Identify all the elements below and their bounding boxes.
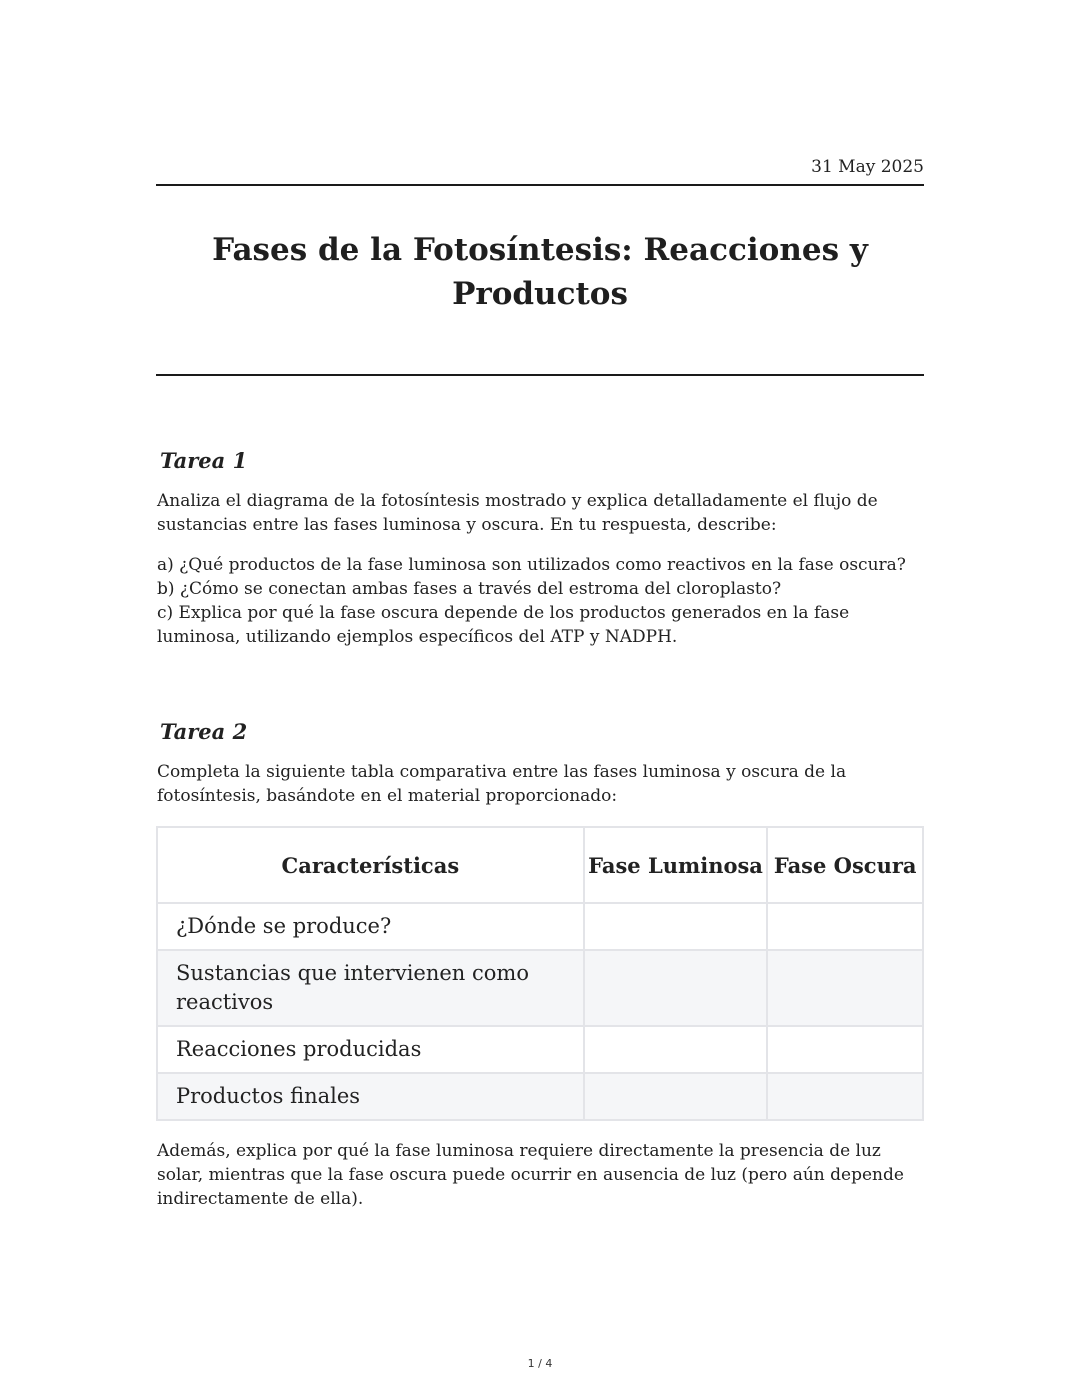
- row-label: Productos finales: [157, 1073, 584, 1120]
- question-b: b) ¿Cómo se conectan ambas fases a través del estroma del cloroplasto?: [157, 579, 782, 599]
- task-2-closing: Además, explica por qué la fase luminosa requiere directamente la presencia de luz solar, mientras que la fase oscura puede ocurrir en ausencia de luz (pero aún depende indirectamente de ella).: [157, 1141, 904, 1209]
- dark-phase-cell[interactable]: [767, 1073, 923, 1120]
- table-header-row: [157, 827, 923, 903]
- task-2-heading: Tarea 2: [160, 719, 248, 744]
- row-label: ¿Dónde se produce?: [157, 903, 584, 950]
- dark-phase-cell[interactable]: [767, 903, 923, 950]
- comparison-table: [156, 826, 924, 1121]
- row-label: Sustancias que intervienen como reactivos: [157, 950, 584, 1026]
- header-characteristics: Características: [157, 827, 584, 903]
- table-row: [157, 1026, 923, 1073]
- page-number: 1 / 4: [527, 1357, 553, 1370]
- task-1-questions: [157, 553, 927, 649]
- table-row: [157, 1073, 923, 1120]
- task-2-intro: Completa la siguiente tabla comparativa entre las fases luminosa y oscura de la fotosíntesis, basándote en el material proporcionado:: [157, 762, 847, 806]
- dark-phase-cell[interactable]: [767, 1026, 923, 1073]
- question-c: c) Explica por qué la fase oscura depende de los productos generados en la fase luminosa, utilizando ejemplos específicos del ATP y NADPH.: [157, 603, 850, 647]
- table-row: [157, 903, 923, 950]
- document-date: 31 May 2025: [811, 157, 924, 177]
- row-label: Reacciones producidas: [157, 1026, 584, 1073]
- header-light-phase: Fase Luminosa: [584, 827, 768, 903]
- header-rule: [156, 184, 924, 186]
- header-dark-phase: Fase Oscura: [767, 827, 923, 903]
- task-1-intro: Analiza el diagrama de la fotosíntesis mostrado y explica detalladamente el flujo de sustancias entre las fases luminosa y oscura. En tu respuesta, describe:: [157, 491, 878, 535]
- table-row: [157, 950, 923, 1026]
- title-rule: [156, 374, 924, 376]
- light-phase-cell[interactable]: [584, 950, 768, 1026]
- page-title: Fases de la Fotosíntesis: Reacciones y Productos: [212, 232, 868, 312]
- task-1-heading: Tarea 1: [160, 448, 248, 473]
- question-a: a) ¿Qué productos de la fase luminosa son utilizados como reactivos en la fase oscura?: [157, 555, 906, 575]
- dark-phase-cell[interactable]: [767, 950, 923, 1026]
- light-phase-cell[interactable]: [584, 903, 768, 950]
- light-phase-cell[interactable]: [584, 1026, 768, 1073]
- light-phase-cell[interactable]: [584, 1073, 768, 1120]
